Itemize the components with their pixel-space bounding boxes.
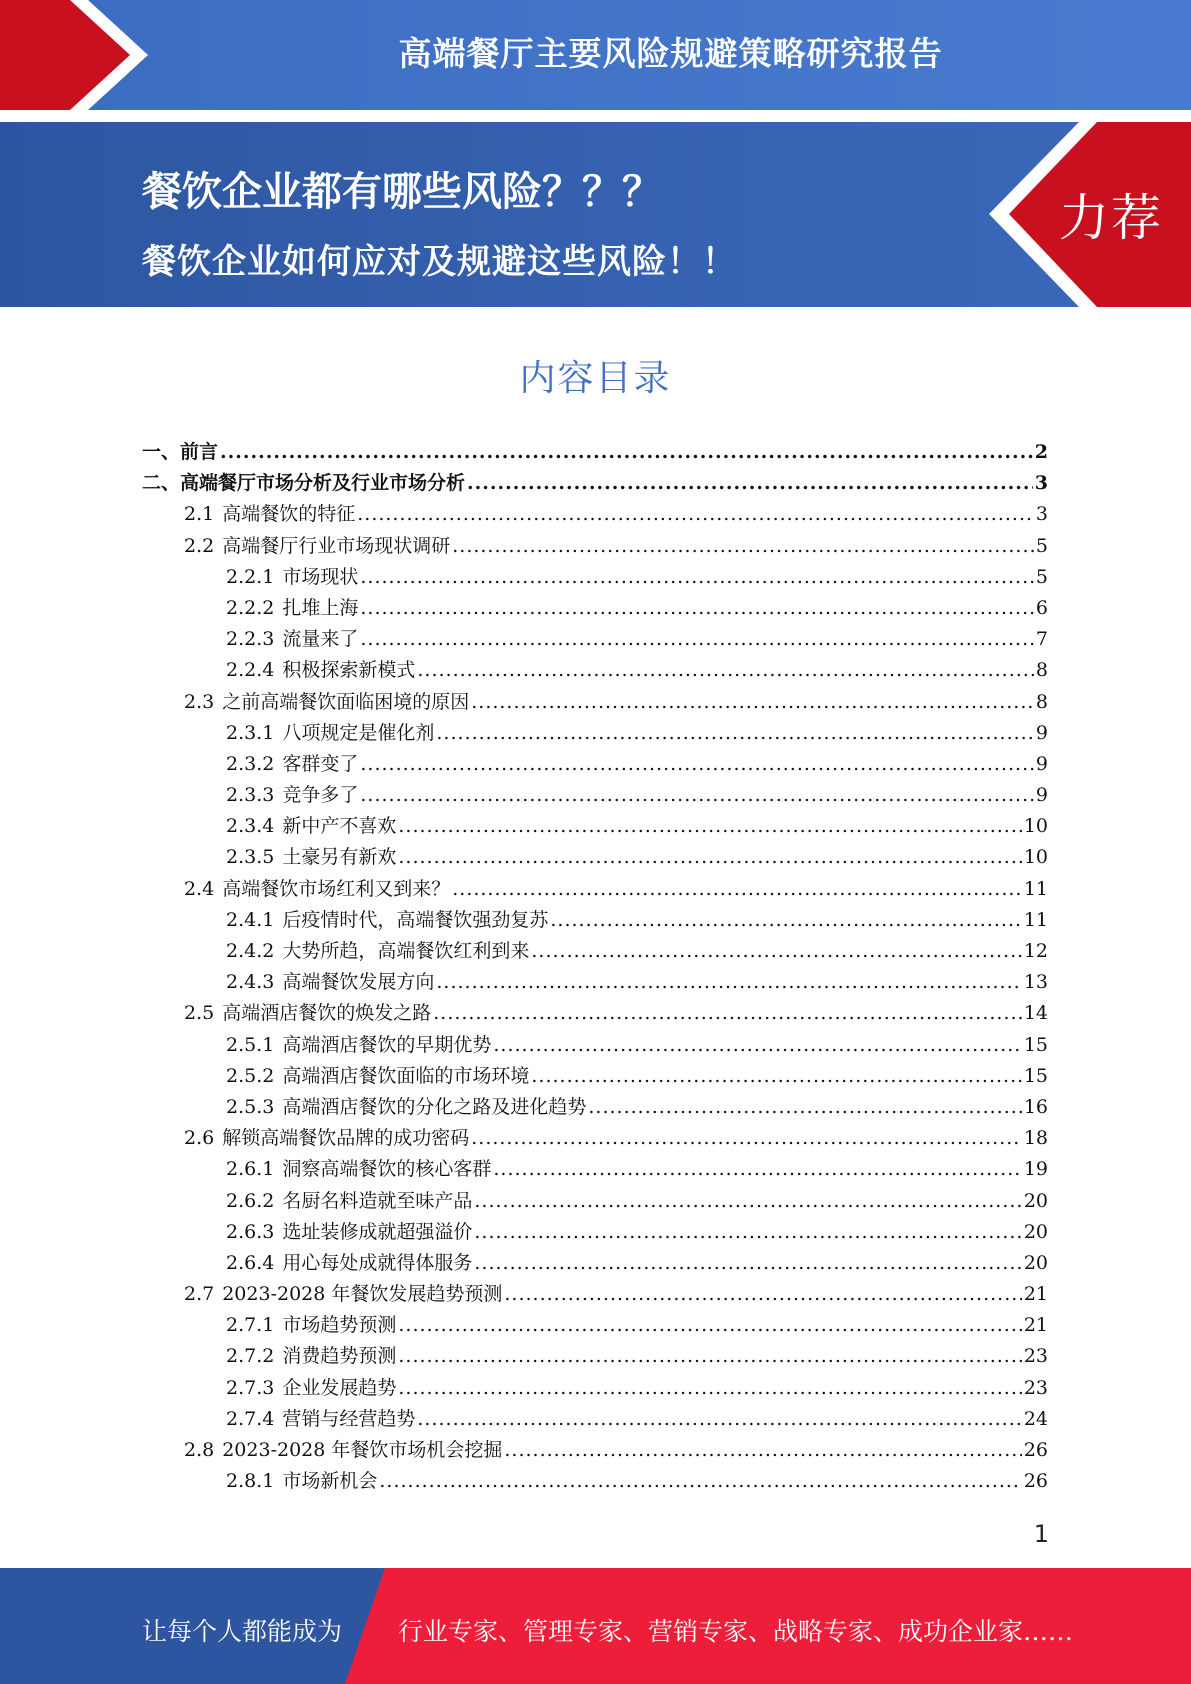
toc-entry-page: 26 bbox=[1023, 1470, 1048, 1493]
toc-entry-page: 14 bbox=[1023, 1002, 1048, 1025]
toc-entry[interactable] bbox=[142, 874, 1048, 905]
toc-entry-title: 营销与经营趋势 bbox=[282, 1407, 416, 1430]
toc-entry-label bbox=[226, 1186, 472, 1213]
toc-entry[interactable] bbox=[142, 1061, 1048, 1092]
toc-entry[interactable] bbox=[142, 531, 1048, 562]
toc-entry-page: 9 bbox=[1035, 752, 1048, 775]
toc-dot-leader bbox=[474, 1221, 1021, 1243]
toc-dot-leader bbox=[550, 909, 1021, 931]
toc-entry-number: 2.7 bbox=[184, 1283, 215, 1306]
toc-entry-page: 7 bbox=[1035, 628, 1048, 651]
toc-entry-number: 2.7.1 bbox=[226, 1314, 275, 1337]
toc-entry-page: 21 bbox=[1023, 1283, 1048, 1306]
toc-entry-label bbox=[184, 998, 431, 1025]
toc-entry-number: 2.4 bbox=[184, 877, 215, 900]
toc-entry-title: 客群变了 bbox=[282, 752, 359, 775]
toc-entry[interactable] bbox=[142, 1435, 1048, 1466]
toc-entry-number: 2.1 bbox=[184, 503, 215, 526]
toc-entry-page: 11 bbox=[1023, 877, 1048, 900]
toc-entry-title: 市场新机会 bbox=[282, 1470, 378, 1493]
toc-entry-title: 用心每处成就得体服务 bbox=[282, 1251, 473, 1274]
toc-entry-title: 大势所趋，高端餐饮红利到来 bbox=[282, 940, 530, 962]
toc-entry-title: 2023-2028 年餐饮发展趋势预测 bbox=[222, 1283, 503, 1306]
toc-entry-page: 8 bbox=[1035, 690, 1048, 713]
top-banner bbox=[0, 0, 1191, 110]
toc-dot-leader bbox=[360, 784, 1034, 806]
toc-entry[interactable] bbox=[142, 967, 1048, 998]
toc-entry-label bbox=[226, 905, 548, 932]
toc-dot-leader bbox=[417, 1408, 1021, 1430]
toc-entry-label bbox=[226, 1030, 491, 1057]
toc-entry-page: 24 bbox=[1023, 1407, 1048, 1430]
toc-entry[interactable] bbox=[142, 1217, 1048, 1248]
toc-dot-leader bbox=[493, 1034, 1021, 1056]
toc-entry-title: 高端餐厅行业市场现状调研 bbox=[222, 534, 451, 557]
toc-entry-number: 2.2.4 bbox=[226, 659, 275, 682]
toc-entry[interactable] bbox=[142, 1154, 1048, 1185]
toc-entry-title: 竞争多了 bbox=[282, 784, 359, 807]
toc-entry-page: 16 bbox=[1023, 1095, 1048, 1118]
toc-entry-title: 高端餐厅市场分析及行业市场分析 bbox=[180, 472, 466, 495]
toc-entry-page: 15 bbox=[1023, 1033, 1048, 1056]
toc-entry-page: 2 bbox=[1034, 441, 1048, 463]
toc-entry-label bbox=[226, 1310, 396, 1337]
toc-entry[interactable] bbox=[142, 687, 1048, 718]
hero-question: 餐饮企业都有哪些风险？？？ bbox=[142, 169, 662, 215]
toc-entry-number: 2.4.1 bbox=[226, 908, 275, 931]
toc-entry-title: 前言 bbox=[180, 441, 219, 463]
toc-entry-page: 15 bbox=[1023, 1064, 1048, 1087]
toc-entry-label bbox=[226, 936, 529, 963]
toc-dot-leader bbox=[471, 691, 1034, 713]
page-number: 1 bbox=[1033, 1520, 1049, 1548]
toc-dot-leader bbox=[504, 1439, 1021, 1461]
toc-entry-page: 20 bbox=[1023, 1189, 1048, 1212]
toc-entry-number: 2.2.1 bbox=[226, 565, 275, 588]
toc-entry-label bbox=[226, 842, 396, 869]
toc-entry-label bbox=[226, 655, 415, 682]
toc-dot-leader bbox=[417, 659, 1034, 681]
toc-entry-page: 11 bbox=[1023, 908, 1048, 931]
toc-entry-number: 2.5.3 bbox=[226, 1095, 275, 1118]
toc-entry-page: 9 bbox=[1035, 784, 1048, 807]
toc-entry-title: 市场趋势预测 bbox=[282, 1314, 397, 1337]
toc-dot-leader bbox=[398, 1345, 1021, 1367]
toc-entry-label bbox=[226, 811, 396, 838]
toc-entry-number: 2.7.2 bbox=[226, 1345, 275, 1368]
toc-entry-title: 市场现状 bbox=[282, 565, 359, 588]
toc-entry[interactable] bbox=[142, 499, 1048, 530]
toc-entry-page: 9 bbox=[1035, 721, 1048, 744]
toc-entry-label bbox=[226, 780, 358, 807]
toc-dot-leader bbox=[360, 753, 1034, 775]
toc-entry-label bbox=[226, 1154, 491, 1181]
toc-dot-leader bbox=[467, 472, 1033, 494]
toc-entry-label bbox=[184, 531, 450, 558]
toc-entry-page: 12 bbox=[1023, 940, 1048, 962]
toc-entry-label bbox=[226, 624, 358, 651]
toc-entry[interactable] bbox=[142, 624, 1048, 655]
footer-banner bbox=[0, 1568, 1191, 1684]
toc-entry-title: 后疫情时代，高端餐饮强劲复苏 bbox=[282, 908, 549, 931]
footer-slogan-left: 让每个人都能成为 bbox=[142, 1617, 343, 1646]
toc-entry-title: 企业发展趋势 bbox=[282, 1376, 397, 1399]
toc-entry-number: 2.3.5 bbox=[226, 846, 275, 869]
toc-entry-number: 2.8.1 bbox=[226, 1470, 275, 1493]
toc-entry-label bbox=[226, 749, 358, 776]
toc-entry-page: 3 bbox=[1035, 503, 1048, 526]
toc-entry-number: 2.6.1 bbox=[226, 1158, 275, 1181]
toc-dot-leader bbox=[398, 815, 1021, 837]
toc-entry-title: 高端酒店餐饮面临的市场环境 bbox=[282, 1064, 530, 1087]
toc-dot-leader bbox=[398, 1314, 1021, 1336]
toc-entry-number: 2.5.2 bbox=[226, 1064, 275, 1087]
toc-entry-label bbox=[226, 1373, 396, 1400]
toc-dot-leader bbox=[398, 846, 1021, 868]
toc-entry-number: 2.5.1 bbox=[226, 1033, 275, 1056]
toc-entry-number: 2.2.2 bbox=[226, 596, 275, 619]
toc-dot-leader bbox=[452, 878, 1022, 900]
toc-entry[interactable] bbox=[142, 1373, 1048, 1404]
toc-entry[interactable] bbox=[142, 1404, 1048, 1435]
toc-entry-label bbox=[226, 1341, 396, 1368]
toc-entry-label bbox=[226, 1092, 586, 1119]
toc-entry[interactable] bbox=[142, 1466, 1048, 1497]
toc-entry[interactable] bbox=[142, 468, 1048, 499]
toc-entry-label bbox=[226, 1248, 472, 1275]
toc-entry-page: 23 bbox=[1023, 1345, 1048, 1368]
toc-entry-title: 解锁高端餐饮品牌的成功密码 bbox=[222, 1127, 470, 1150]
toc-entry-number: 2.4.3 bbox=[226, 971, 275, 994]
toc-entry-label bbox=[142, 437, 218, 464]
toc-dot-leader bbox=[493, 1158, 1021, 1180]
toc-dot-leader bbox=[436, 971, 1021, 993]
toc-entry-label bbox=[226, 1404, 415, 1431]
toc-entry[interactable] bbox=[142, 905, 1048, 936]
toc-entry-page: 26 bbox=[1023, 1439, 1048, 1461]
toc-entry-label bbox=[226, 967, 434, 994]
toc-entry-title: 高端餐饮发展方向 bbox=[282, 971, 435, 994]
toc-dot-leader bbox=[357, 503, 1034, 525]
toc-dot-leader bbox=[379, 1470, 1021, 1492]
toc-entry[interactable] bbox=[142, 593, 1048, 624]
toc-entry-page: 18 bbox=[1023, 1127, 1048, 1150]
toc-dot-leader bbox=[531, 940, 1021, 962]
toc-entry-label bbox=[184, 499, 355, 526]
toc-entry-number: 2.7.4 bbox=[226, 1407, 275, 1430]
toc-entry-title: 积极探索新模式 bbox=[282, 659, 416, 682]
toc-entry-title: 高端餐饮的特征 bbox=[222, 503, 356, 526]
toc-dot-leader bbox=[452, 535, 1034, 557]
toc-entry-number: 2.5 bbox=[184, 1002, 215, 1025]
toc-dot-leader bbox=[504, 1283, 1021, 1305]
toc-entry-title: 消费趋势预测 bbox=[282, 1345, 397, 1368]
toc-entry[interactable] bbox=[142, 1248, 1048, 1279]
toc-entry-title: 名厨名料造就至味产品 bbox=[282, 1189, 473, 1212]
toc-entry[interactable] bbox=[142, 1092, 1048, 1123]
toc-entry-label bbox=[226, 1061, 529, 1088]
toc-dot-leader bbox=[360, 566, 1034, 588]
toc-entry-title: 之前高端餐饮面临困境的原因 bbox=[222, 690, 470, 713]
toc-entry-label bbox=[226, 1217, 472, 1244]
toc-entry-number: 2.3 bbox=[184, 690, 215, 713]
toc-entry[interactable] bbox=[142, 562, 1048, 593]
toc-entry-page: 5 bbox=[1035, 565, 1048, 588]
toc-dot-leader bbox=[474, 1252, 1021, 1274]
toc-dot-leader bbox=[433, 1002, 1022, 1024]
toc-dot-leader bbox=[360, 628, 1034, 650]
toc-entry-page: 20 bbox=[1023, 1251, 1048, 1274]
toc-entry-page: 23 bbox=[1023, 1376, 1048, 1399]
toc-entry-page: 8 bbox=[1035, 659, 1048, 682]
toc-entry[interactable] bbox=[142, 718, 1048, 749]
toc-entry[interactable] bbox=[142, 811, 1048, 842]
toc-entry-page: 19 bbox=[1023, 1158, 1048, 1181]
toc-entry-title: 高端酒店餐饮的焕发之路 bbox=[222, 1002, 432, 1025]
toc-entry[interactable] bbox=[142, 780, 1048, 811]
toc-entry-label bbox=[226, 562, 358, 589]
toc-entry-label bbox=[226, 1466, 377, 1493]
toc-entry[interactable] bbox=[142, 936, 1048, 967]
toc-entry-label bbox=[184, 874, 450, 901]
recommend-badge: 力荐 bbox=[1059, 189, 1163, 247]
toc-entry-title: 土豪另有新欢 bbox=[282, 846, 397, 869]
toc-entry-title: 高端酒店餐饮的早期优势 bbox=[282, 1033, 492, 1056]
toc-entry-title: 高端酒店餐饮的分化之路及进化趋势 bbox=[282, 1095, 587, 1118]
toc-entry-label bbox=[226, 718, 434, 745]
toc-entry[interactable] bbox=[142, 749, 1048, 780]
toc-entry[interactable] bbox=[142, 1186, 1048, 1217]
toc-entry-number: 2.2.3 bbox=[226, 628, 275, 651]
toc-entry-number: 2.6.3 bbox=[226, 1220, 275, 1243]
toc-entry-title: 流量来了 bbox=[282, 628, 359, 651]
toc-entry[interactable] bbox=[142, 437, 1048, 468]
toc-entry-title: 新中产不喜欢 bbox=[282, 815, 397, 838]
red-arrow-icon bbox=[0, 0, 160, 110]
toc-entry[interactable] bbox=[142, 1341, 1048, 1372]
toc-dot-leader bbox=[471, 1127, 1022, 1149]
toc-entry-number: 2.7.3 bbox=[226, 1376, 275, 1399]
toc-entry[interactable] bbox=[142, 1279, 1048, 1310]
toc-dot-leader bbox=[398, 1377, 1021, 1399]
toc-entry-number: 2.3.3 bbox=[226, 784, 275, 807]
toc-entry-page: 10 bbox=[1023, 846, 1048, 869]
toc-entry-number: 2.2 bbox=[184, 534, 215, 557]
toc-entry-label bbox=[142, 468, 465, 495]
hero-banner bbox=[0, 122, 1191, 307]
toc-entry-page: 21 bbox=[1023, 1314, 1048, 1337]
toc-entry[interactable] bbox=[142, 1123, 1048, 1154]
toc-dot-leader bbox=[531, 1065, 1021, 1087]
toc-entry[interactable] bbox=[142, 1030, 1048, 1061]
toc-entry[interactable] bbox=[142, 655, 1048, 686]
toc-entry-label bbox=[184, 1123, 469, 1150]
toc-entry-page: 5 bbox=[1035, 534, 1048, 557]
toc-entry-title: 2023-2028 年餐饮市场机会挖掘 bbox=[222, 1439, 503, 1461]
toc-entry[interactable] bbox=[142, 998, 1048, 1029]
toc-entry-label bbox=[184, 1279, 502, 1306]
toc-dot-leader bbox=[474, 1190, 1021, 1212]
toc-dot-leader bbox=[436, 722, 1034, 744]
toc-entry-number: 2.6 bbox=[184, 1127, 215, 1150]
toc-entry-label bbox=[226, 593, 358, 620]
toc-entry-number: 2.3.4 bbox=[226, 815, 275, 838]
toc-entry-title: 扎堆上海 bbox=[282, 596, 359, 619]
toc-entry-label bbox=[184, 687, 469, 714]
toc-entry[interactable] bbox=[142, 1310, 1048, 1341]
toc-entry-number: 2.8 bbox=[184, 1439, 215, 1461]
report-title: 高端餐厅主要风险规避策略研究报告 bbox=[398, 34, 943, 73]
toc-entry-number: 2.3.1 bbox=[226, 721, 275, 744]
toc-entry[interactable] bbox=[142, 842, 1048, 873]
toc-dot-leader bbox=[360, 597, 1034, 619]
toc-entry-page: 10 bbox=[1023, 815, 1048, 838]
toc-entry-label bbox=[184, 1435, 502, 1462]
hero-answer: 餐饮企业如何应对及规避这些风险！！ bbox=[142, 242, 737, 282]
toc-entry-title: 高端餐饮市场红利又到来？ bbox=[222, 877, 451, 900]
toc-entry-page: 20 bbox=[1023, 1220, 1048, 1243]
toc-entry-number: 一、 bbox=[142, 441, 181, 463]
toc-dot-leader bbox=[588, 1096, 1021, 1118]
toc-entry-title: 洞察高端餐饮的核心客群 bbox=[282, 1158, 492, 1181]
table-of-contents bbox=[142, 437, 1048, 1497]
toc-dot-leader bbox=[220, 441, 1033, 463]
toc-entry-page: 6 bbox=[1035, 596, 1048, 619]
toc-entry-number: 二、 bbox=[142, 472, 181, 495]
toc-entry-number: 2.3.2 bbox=[226, 752, 275, 775]
toc-heading: 内容目录 bbox=[519, 358, 672, 399]
footer-slogan-right: 行业专家、管理专家、营销专家、战略专家、成功企业家…… bbox=[398, 1617, 1074, 1646]
toc-entry-number: 2.6.4 bbox=[226, 1251, 275, 1274]
toc-entry-page: 3 bbox=[1034, 472, 1048, 495]
toc-entry-number: 2.6.2 bbox=[226, 1189, 275, 1212]
toc-entry-title: 选址装修成就超强溢价 bbox=[282, 1220, 473, 1243]
toc-entry-title: 八项规定是催化剂 bbox=[282, 721, 435, 744]
toc-entry-page: 13 bbox=[1023, 971, 1048, 994]
toc-entry-number: 2.4.2 bbox=[226, 940, 275, 962]
